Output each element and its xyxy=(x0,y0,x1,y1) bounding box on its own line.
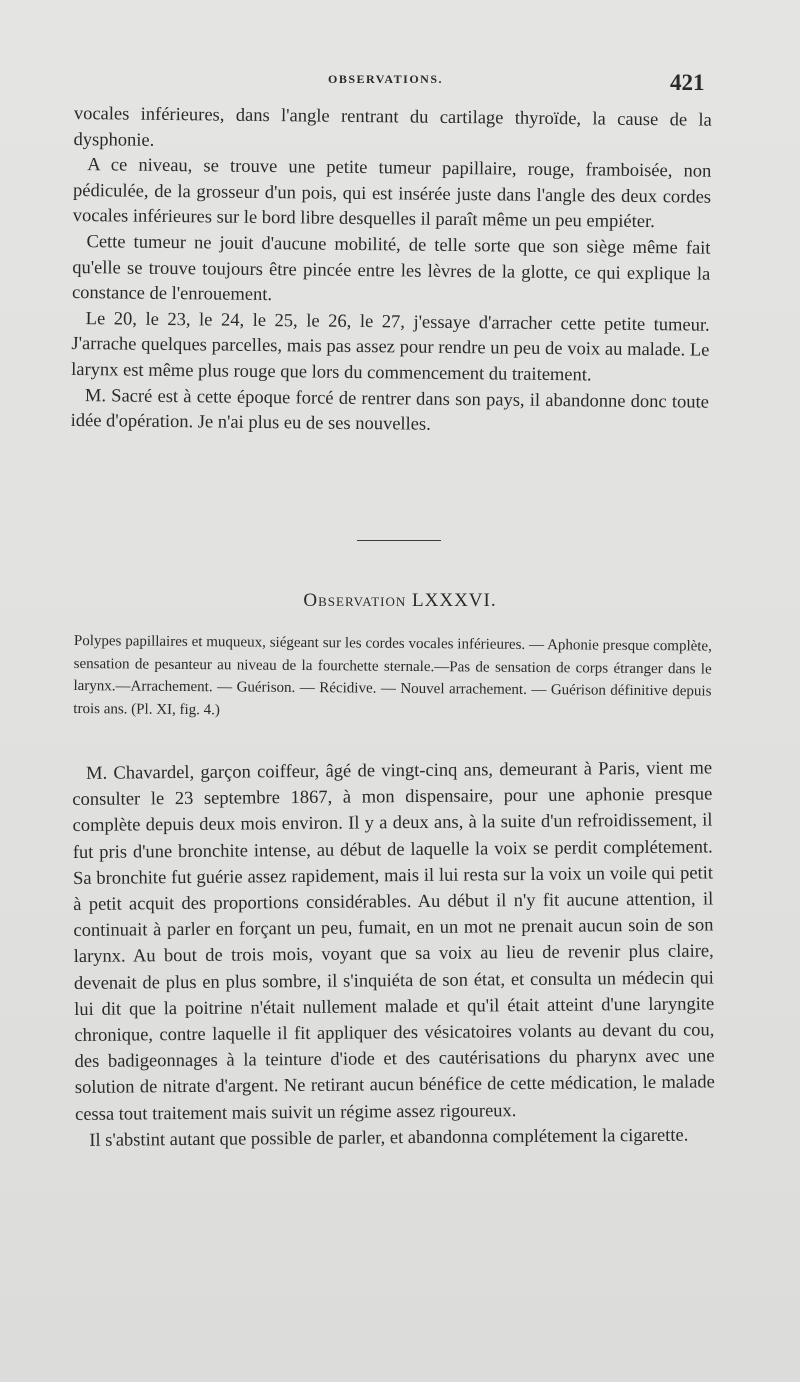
observation-summary: Polypes papillaires et muqueux, siégeant sur les cordes vocales inférieures. — Aphonie presque complète, sensation de pesanteur au niveau de la fourchette sternale.—Pas de sensation de corps étranger dans le larynx.—Arrachement. — Guérison. — Récidive. — Nouvel arrachement. — Guérison définitive depuis trois ans. (Pl. XI, fig. 4.) xyxy=(73,632,712,718)
paragraph: Cette tumeur ne jouit d'aucune mobilité, de telle sorte que son siège même fait qu'elle se trouve toujours être pincée entre les lèvres de la glotte, ce qui explique la constance de l'enrouement. xyxy=(71,232,711,306)
paragraph: M. Sacré est à cette époque forcé de rentrer dans son pays, il abandonne donc toute idée d'opération. Je n'ai plus eu de ses nouvelles. xyxy=(70,385,709,435)
running-title: OBSERVATIONS. xyxy=(328,72,444,86)
continued-text xyxy=(71,102,712,441)
paragraph: Le 20, le 23, le 24, le 25, le 26, le 27, j'essaye d'arracher cette petite tumeur. J'arrache quelques parcelles, mais pas assez pour rendre un peu de voix au malade. Le larynx est même plus rouge que lors du commencement du traitement. xyxy=(71,308,710,386)
observation-title: Observation LXXXVI. xyxy=(303,590,497,611)
observation-body xyxy=(72,755,715,1154)
paragraph: Il s'abstint autant que possible de parler, et abandonna complétement la cigarette. xyxy=(89,1125,689,1151)
section-divider xyxy=(357,540,441,541)
paragraph: A ce niveau, se trouve une petite tumeur papillaire, rouge, framboisée, non pédiculée, de la grosseur d'un pois, qui est insérée juste dans l'angle des deux cordes vocales inférieures sur le bord libre desquelles il paraît même un peu empiéter. xyxy=(72,155,712,233)
paragraph: vocales inférieures, dans l'angle rentrant du cartilage thyroïde, la cause de la dysphonie. xyxy=(73,103,712,151)
paragraph: M. Chavardel, garçon coiffeur, âgé de vingt-cinq ans, demeurant à Paris, vient me consulter le 23 septembre 1867, à mon dispensaire, pour une aphonie presque complète depuis deux mois environ. Il y a deux ans, à la suite d'un refroidissement, il fut pris d'une bronchite intense, au début de laquelle la voix se perdit complétement. Sa bronchite fut guérie assez rapidement, mais il lui resta sur la voix un voile qui petit à petit acquit des proportions considérables. Au début il n'y fit aucune attention, il continuait à parler en forçant un peu, fumait, en un mot ne prenait aucun soin de son larynx. Au bout de trois mois, voyant que sa voix au lieu de revenir plus claire, devenait de plus en plus sombre, il s'inquiéta de son état, et consulta un médecin qui lui dit que la poitrine n'était nullement malade et qu'il était atteint d'une laryngite chronique, contre laquelle il fit appliquer des vésicatoires volants au devant du cou, des badigeonnages à la teinture d'iode et des cautérisations du pharynx avec une solution de nitrate d'argent. Ne retirant aucun bénéfice de cette médication, le malade cessa tout traitement mais suivit un régime assez rigoureux. xyxy=(72,758,715,1125)
running-head xyxy=(0,70,800,100)
page-number: 421 xyxy=(670,70,705,95)
